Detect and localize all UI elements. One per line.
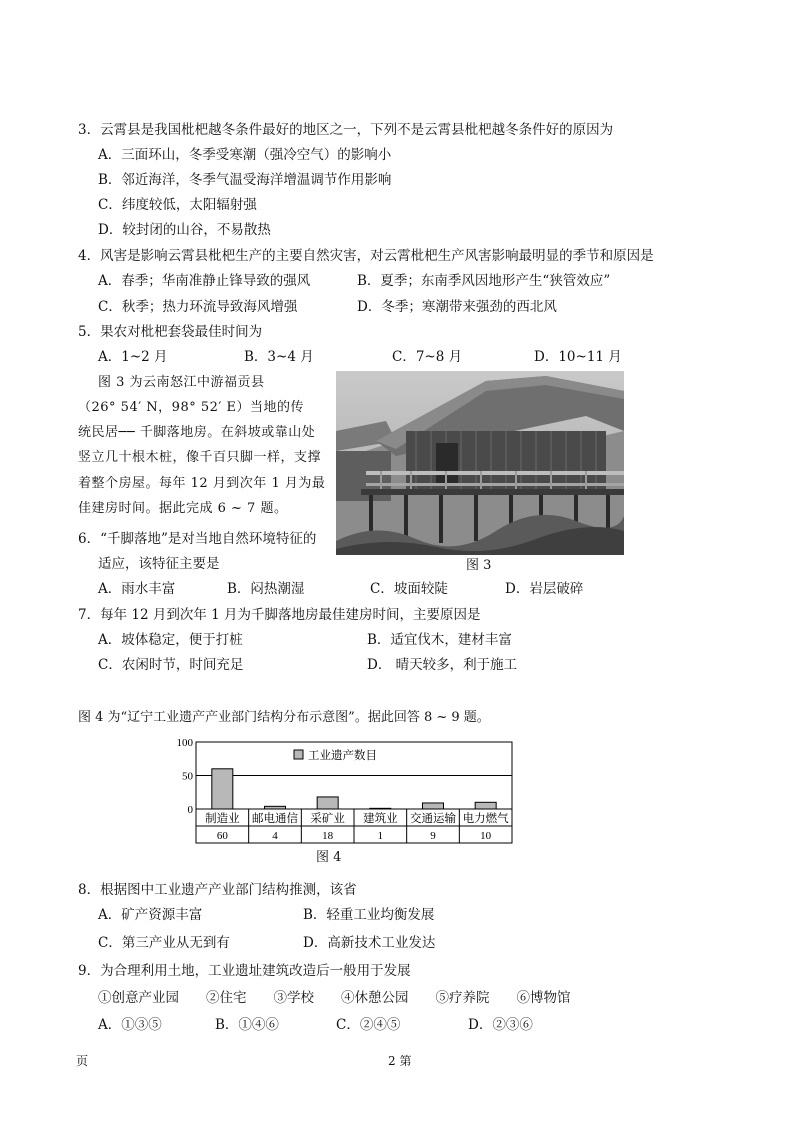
intro67-line4: 竖立几十根木桩，像千百只脚一样，支撑 [78,450,322,465]
q7-option-b: B．适宜伐木，建材丰富 [367,632,512,648]
q4-option-b: B．夏季；东南季风因地形产生“狭管效应” [357,273,611,289]
q5-option-b: B．3~4 月 [244,349,314,365]
chart-bar [475,802,496,809]
figure4-bar-chart [168,736,516,846]
q4-option-c: C．秋季；热力环流导致海风增强 [98,299,298,315]
chart-value-label: 18 [322,830,334,842]
q9-option-b: B．①④⑥ [215,1017,279,1033]
q3-option-a: A．三面环山，冬季受寒潮（强冷空气）的影响小 [98,147,392,163]
q7-option-c: C．农闲时节，时间充足 [98,657,244,673]
footer-page-number: 2 第 [388,1054,412,1068]
q3-option-b: B．邻近海洋，冬季气温受海洋增温调节作用影响 [98,172,392,188]
chart-value-label: 10 [480,830,492,842]
q7-stem: 7．每年 12 月到次年 1 月为千脚落地房最佳建房时间，主要原因是 [78,607,481,623]
chart-bar [212,769,233,809]
q8-option-d: D．高新技术工业发达 [303,935,436,951]
chart-category-label: 制造业 [205,813,240,825]
chart-legend-label: 工业遗产数目 [308,750,377,762]
intro89: 图 4 为“辽宁工业遗产产业部门结构分布示意图”。据此回答 8 ~ 9 题。 [78,710,490,725]
q3-option-c: C．纬度较低，太阳辐射强 [98,197,257,213]
intro67-line5: 着整个房屋。每年 12 月到次年 1 月为最 [78,476,326,491]
q9-option-d: D．②③⑥ [468,1017,533,1033]
chart-y-tick-label: 100 [176,737,193,749]
q9-stem: 9．为合理利用土地，工业遗址建筑改造后一般用于发展 [78,963,411,979]
figure3-photo [336,371,624,555]
intro67-line3: 统民居── 千脚落地房。在斜坡或靠山处 [78,425,316,440]
q6-option-b: B．闷热潮湿 [227,581,305,597]
chart-value-label: 4 [272,830,278,842]
q5-option-c: C．7~8 月 [392,349,463,365]
chart-bar [265,806,286,809]
chart-value-label: 60 [216,830,228,842]
q9-option-c: C．②④⑤ [336,1017,401,1033]
q9-option-a: A．①③⑤ [98,1017,162,1033]
chart-category-label: 采矿业 [310,813,345,825]
q7-option-d: D． 晴天较多，利于施工 [367,657,518,673]
q9-items: ①创意产业园 ②住宅 ③学校 ④休憩公园 ⑤疗养院 ⑥博物馆 [98,990,571,1006]
figure4-caption: 图 4 [316,850,342,865]
figure3-caption: 图 3 [466,558,492,573]
chart-category-label: 邮电通信 [252,813,298,825]
q5-option-a: A．1~2 月 [98,349,168,365]
chart-category-label: 交通运输 [410,813,456,825]
chart-bar [317,797,338,809]
q7-option-a: A．坡体稳定，便于打桩 [98,632,243,648]
q6-stem-line2: 适应，该特征主要是 [98,556,220,572]
chart-bar [423,803,444,809]
q6-stem-line1: 6．“千脚落地”是对当地自然环境特征的 [78,531,317,547]
intro67-line1: 图 3 为云南怒江中游福贡县 [98,375,265,390]
q8-option-b: B．轻重工业均衡发展 [303,907,435,923]
q5-option-d: D．10~11 月 [534,349,622,365]
intro67-line2: （26° 54′ N，98° 52′ E）当地的传 [78,400,304,415]
footer-left: 页 [76,1054,89,1068]
q8-stem: 8．根据图中工业遗产产业部门结构推测，该省 [78,882,357,898]
q4-stem: 4．风害是影响云霄县枇杷生产的主要自然灾害，对云霄枇杷生产风害影响最明显的季节和原因是 [78,248,654,264]
intro67-line6: 佳建房时间。据此完成 6 ~ 7 题。 [78,501,288,516]
chart-category-label: 电力燃气 [462,813,509,825]
chart-bar [370,808,391,809]
chart-legend-swatch [294,750,303,759]
chart-value-label: 9 [430,830,436,842]
stilt-house-image [336,371,624,555]
chart-y-tick-label: 50 [182,770,193,783]
q4-option-a: A．春季；华南准静止锋导致的强风 [98,273,311,289]
q6-option-c: C．坡面较陡 [370,581,448,597]
chart-value-label: 1 [377,830,384,842]
q5-stem: 5．果农对枇杷套袋最佳时间为 [78,324,263,340]
q8-option-a: A．矿产资源丰富 [98,907,203,923]
q8-option-c: C．第三产业从无到有 [98,935,230,951]
q4-option-d: D．冬季；寒潮带来强劲的西北风 [357,299,557,315]
q3-option-d: D．较封闭的山谷，不易散热 [98,222,271,238]
q6-option-d: D．岩层破碎 [505,581,584,597]
q6-option-a: A．雨水丰富 [98,581,176,597]
q3-stem: 3．云霄县是我国枇杷越冬条件最好的地区之一，下列不是云霄县枇杷越冬条件好的原因为 [78,122,614,138]
chart-category-label: 建筑业 [363,813,398,825]
chart-y-tick-label: 0 [187,804,193,816]
